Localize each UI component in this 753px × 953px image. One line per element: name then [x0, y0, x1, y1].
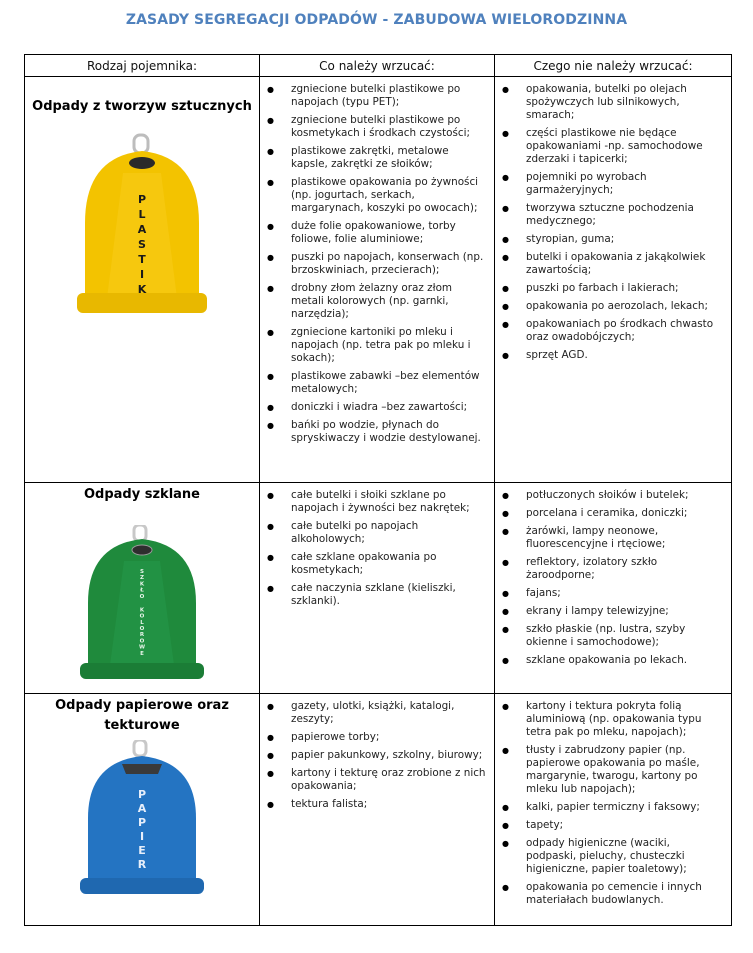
list-item: ● fajans; [526, 587, 723, 600]
header-allowed: Co należy wrzucać: [260, 55, 495, 77]
list-item: ● szklane opakowania po lekach. [526, 654, 723, 667]
list-item: ● opakowaniach po środkach chwasto oraz owadobójczych; [526, 318, 723, 344]
list-item: ● drobny złom żelazny oraz złom metali kolorowych (np. garnki, narzędzia); [291, 282, 486, 321]
list-item: ● tapety; [526, 819, 723, 832]
list-item: ● duże folie opakowaniowe, torby foliowe, folie aluminiowe; [291, 220, 486, 246]
list-item: ● zgniecione butelki plastikowe po kosmetykach i środkach czystości; [291, 114, 486, 140]
list-item: ● całe naczynia szklane (kieliszki, szklanki). [291, 582, 486, 608]
bin-name-glass: Odpady szklane [84, 487, 200, 502]
table-row-glass [25, 483, 732, 694]
list-item: ● papier pakunkowy, szkolny, biurowy; [291, 749, 486, 762]
list-item: ● plastikowe opakowania po żywności (np. jogurtach, serkach, margarynach, koszyki po owocach); [291, 176, 486, 215]
list-item: ● odpady higieniczne (waciki, podpaski, pieluchy, chusteczki higieniczne, papier toaletowy); [526, 837, 723, 876]
list-item: ● potłuczonych słoików i butelek; [526, 489, 723, 502]
table-row-paper [25, 694, 732, 926]
list-item: ● kartony i tektura pokryta folią aluminiową (np. opakowania typu tetra pak po mleku, napojach); [526, 700, 723, 739]
forbidden-cell-paper [495, 694, 732, 926]
list-item: ● opakowania, butelki po olejach spożywczych lub silnikowych, smarach; [526, 83, 723, 122]
list-item: ● bańki po wodzie, płynach do spryskiwaczy i wodzie destylowanej. [291, 419, 486, 445]
table-row-plastic [25, 77, 732, 483]
allowed-cell-glass [260, 483, 495, 694]
bin-name-plastic: Odpady z tworzyw sztucznych [32, 99, 252, 114]
header-bin-type: Rodzaj pojemnika: [25, 55, 260, 77]
bin-label-glass [139, 569, 145, 657]
header-row [25, 55, 732, 77]
bin-cell-glass [25, 483, 260, 694]
list-item: ● puszki po napojach, konserwach (np. brzoskwiniach, przecierach); [291, 251, 486, 277]
allowed-cell-paper [260, 694, 495, 926]
allowed-cell-plastic [260, 77, 495, 483]
allowed-list-paper [260, 694, 494, 811]
list-item: ● puszki po farbach i lakierach; [526, 282, 723, 295]
yellow-plastic-bin-icon [67, 133, 217, 323]
list-item: ● gazety, ulotki, książki, katalogi, zeszyty; [291, 700, 486, 726]
forbidden-list-paper [495, 694, 731, 907]
list-item: ● zgniecione kartoniki po mleku i napojach (np. tetra pak po mleku i sokach); [291, 326, 486, 365]
list-item: ● styropian, guma; [526, 233, 723, 246]
allowed-list-plastic [260, 77, 494, 445]
bin-cell-paper [25, 694, 260, 926]
svg-text:SZKŁOKOLOROWE: S Z K Ł O K O L O R O W E [138, 569, 146, 657]
list-item: ● tłusty i zabrudzony papier (np. papierowe opakowania po maśle, margarynie, twarogu, kartony po mleku lub napojach); [526, 744, 723, 796]
list-item: ● reflektory, izolatory szkło żaroodporne; [526, 556, 723, 582]
list-item: ● całe butelki i słoiki szklane po napojach i żywności bez nakrętek; [291, 489, 486, 515]
list-item: ● pojemniki po wyrobach garmażeryjnych; [526, 171, 723, 197]
segregation-table [24, 54, 732, 926]
forbidden-list-glass [495, 483, 731, 667]
list-item: ● doniczki i wiadra –bez zawartości; [291, 401, 486, 414]
list-item: ● opakowania po cemencie i innych materiałach budowlanych. [526, 881, 723, 907]
page-title: ZASADY SEGREGACJI ODPADÓW - ZABUDOWA WIELORODZINNA [125, 12, 628, 28]
list-item: ● tworzywa sztuczne pochodzenia medycznego; [526, 202, 723, 228]
list-item: ● ekrany i lampy telewizyjne; [526, 605, 723, 618]
list-item: ● całe butelki po napojach alkoholowych; [291, 520, 486, 546]
bin-cell-plastic [25, 77, 260, 483]
list-item: ● papierowe torby; [291, 731, 486, 744]
list-item: ● żarówki, lampy neonowe, fluorescencyjne i rtęciowe; [526, 525, 723, 551]
list-item: ● szkło płaskie (np. lustra, szyby okienne i samochodowe); [526, 623, 723, 649]
list-item: ● sprzęt AGD. [526, 349, 723, 362]
allowed-list-glass [260, 483, 494, 608]
list-item: ● butelki i opakowania z jakąkolwiek zawartością; [526, 251, 723, 277]
list-item: ● porcelana i ceramika, doniczki; [526, 507, 723, 520]
svg-text:PAPIER: P A P I E R [137, 788, 147, 871]
blue-paper-bin-icon [72, 740, 212, 900]
list-item: ● całe szklane opakowania po kosmetykach; [291, 551, 486, 577]
header-forbidden: Czego nie należy wrzucać: [495, 55, 732, 77]
forbidden-list-plastic [495, 77, 731, 362]
list-item: ● zgniecione butelki plastikowe po napojach (typu PET); [291, 83, 486, 109]
green-glass-bin-icon [72, 525, 212, 685]
list-item: ● plastikowe zakrętki, metalowe kapsle, zakrętki ze słoików; [291, 145, 486, 171]
list-item: ● plastikowe zabawki –bez elementów metalowych; [291, 370, 486, 396]
bin-name-paper: Odpady papierowe oraz tekturowe [55, 698, 229, 733]
forbidden-cell-glass [495, 483, 732, 694]
list-item: ● opakowania po aerozolach, lekach; [526, 300, 723, 313]
list-item: ● części plastikowe nie będące opakowaniami -np. samochodowe zderzaki i tapicerki; [526, 127, 723, 166]
svg-text:PLASTIK: P L A S T I K [137, 193, 147, 296]
forbidden-cell-plastic [495, 77, 732, 483]
list-item: ● kartony i tekturę oraz zrobione z nich opakowania; [291, 767, 486, 793]
list-item: ● tektura falista; [291, 798, 486, 811]
list-item: ● kalki, papier termiczny i faksowy; [526, 801, 723, 814]
